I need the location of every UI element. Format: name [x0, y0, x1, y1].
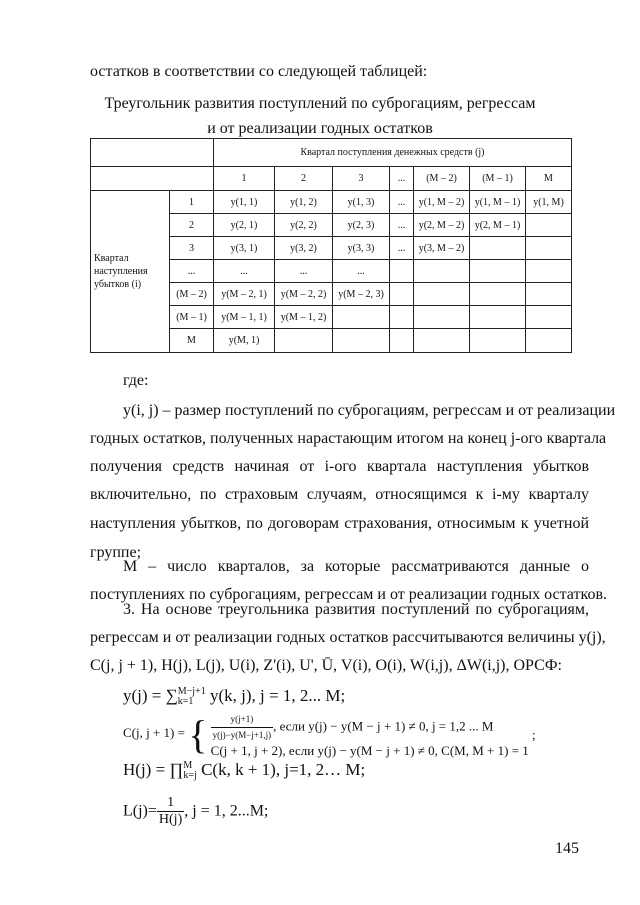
table-title-line1: Треугольник развития поступлений по суброгациям, регрессам — [104, 95, 536, 112]
def-y-line: группе; — [90, 544, 142, 561]
cell: ... — [390, 237, 414, 260]
cell: y(1, M) — [526, 191, 572, 214]
cell — [275, 329, 333, 353]
cell: ... — [390, 191, 414, 214]
cell — [333, 329, 390, 353]
col-label: 2 — [275, 167, 333, 191]
cell — [470, 306, 526, 329]
cell: y(1, 1) — [214, 191, 275, 214]
formula-l-rest: , j = 1, 2...M; — [184, 802, 269, 820]
formula-l-denominator: H(j) — [158, 812, 183, 827]
formula-c-lhs: C(j, j + 1) = — [123, 725, 185, 740]
cell — [470, 329, 526, 353]
cell: ... — [390, 214, 414, 237]
formula-c — [123, 712, 536, 758]
step3-line: 3. На основе треугольника развития поступлений по суброгациям, — [123, 601, 589, 618]
cell — [390, 260, 414, 283]
row-label: (M – 1) — [170, 306, 214, 329]
cell — [526, 237, 572, 260]
cell: y(3, M – 2) — [414, 237, 470, 260]
formula-l-lhs: L(j)= — [123, 802, 157, 820]
def-y-line: получения средств начиная от i-ого квартала наступления убытков — [90, 458, 589, 475]
cell: y(2, M – 1) — [470, 214, 526, 237]
cell: y(M – 2, 3) — [333, 283, 390, 306]
cell — [414, 283, 470, 306]
cell — [390, 329, 414, 353]
cell — [414, 306, 470, 329]
table-row — [91, 191, 572, 214]
table-corner-lower — [91, 167, 214, 191]
formula-y-lhs: y(j) = — [123, 686, 166, 705]
col-header: Квартал поступления денежных средств (j) — [214, 139, 572, 167]
formula-y — [123, 686, 345, 707]
def-y-line: включительно, по страховым случаям, относящимся к i-му кварталу — [90, 486, 589, 503]
formula-l — [123, 795, 268, 828]
cell: ... — [275, 260, 333, 283]
sum-upper-limit: M−j+1 — [177, 686, 206, 698]
cell — [470, 260, 526, 283]
row-label: (M – 2) — [170, 283, 214, 306]
cell — [526, 329, 572, 353]
col-label: 3 — [333, 167, 390, 191]
cell — [526, 214, 572, 237]
cell — [390, 306, 414, 329]
def-y-line: годных остатков, полученных нарастающим итогом на конец j-ого квартала — [90, 430, 607, 447]
cell — [470, 237, 526, 260]
col-label: (M – 2) — [414, 167, 470, 191]
cell — [526, 283, 572, 306]
cell: y(1, 3) — [333, 191, 390, 214]
row-label: 2 — [170, 214, 214, 237]
formula-h-rest: C(k, k + 1), j=1, 2… M; — [196, 760, 366, 779]
cell: ... — [333, 260, 390, 283]
product-upper-limit: M — [183, 760, 193, 772]
def-y-line: наступления убытков, по договорам страхования, относимым к учетной — [90, 515, 589, 532]
formula-h-lhs: H(j) = — [123, 760, 170, 779]
cell: y(M – 1, 1) — [214, 306, 275, 329]
col-label: (M – 1) — [470, 167, 526, 191]
row-label: 1 — [170, 191, 214, 214]
cell: y(3, 2) — [275, 237, 333, 260]
formula-l-numerator: 1 — [157, 795, 184, 812]
cell — [414, 329, 470, 353]
cell — [390, 283, 414, 306]
row-label: M — [170, 329, 214, 353]
cell — [333, 306, 390, 329]
formula-c-case1: , если y(j) − y(M − j + 1) ≠ 0, j = 1,2 ... M — [273, 718, 494, 734]
def-m-line: поступлениях по суброгациям, регрессам и от реализации годных остатков. — [90, 586, 607, 603]
col-label: 1 — [214, 167, 275, 191]
cell: y(1, M – 2) — [414, 191, 470, 214]
product-symbol: ∏ — [169, 760, 184, 779]
col-label: ... — [390, 167, 414, 191]
left-brace: { — [188, 712, 208, 757]
step3-line: регрессам и от реализации годных остатков рассчитываются величины y(j), — [90, 629, 606, 646]
table-title-line2: и от реализации годных остатков — [207, 120, 433, 137]
cell — [526, 260, 572, 283]
cell: y(2, 3) — [333, 214, 390, 237]
development-triangle-table — [90, 138, 572, 353]
formula-c-denominator: y(j)−y(M−j+1,j) — [212, 730, 272, 740]
cell: y(2, M – 2) — [414, 214, 470, 237]
page-number: 145 — [555, 840, 579, 857]
step3-line: C(j, j + 1), H(j), L(j), U(i), Z'(i), U', Ū, V(i), O(i), W(i,j), ΔW(i,j), ОРСФ: — [90, 657, 562, 674]
where-label: где: — [123, 372, 149, 389]
table-corner — [91, 139, 214, 167]
col-label: M — [526, 167, 572, 191]
cell: y(3, 3) — [333, 237, 390, 260]
cell: y(1, 2) — [275, 191, 333, 214]
row-label: ... — [170, 260, 214, 283]
intro-text: остатков в соответствии со следующей таблицей: — [90, 63, 428, 80]
cell — [470, 283, 526, 306]
sum-symbol: ∑ — [165, 686, 178, 705]
product-lower-limit: k=j — [183, 770, 197, 782]
def-y-line: y(i, j) – размер поступлений по суброгациям, регрессам и от реализации — [123, 402, 616, 419]
formula-c-numerator: y(j+1) — [211, 712, 273, 728]
formula-c-end: ; — [532, 727, 536, 742]
cell: y(3, 1) — [214, 237, 275, 260]
cell: y(2, 1) — [214, 214, 275, 237]
cell — [526, 306, 572, 329]
cell: y(M – 2, 2) — [275, 283, 333, 306]
formula-y-rest: y(k, j), j = 1, 2... M; — [205, 686, 346, 705]
row-header: Квартал наступления убытков (i) — [91, 191, 170, 353]
formula-h — [123, 760, 365, 781]
formula-c-case2: C(j + 1, j + 2), если y(j) − y(M − j + 1) ≠ 0, C(M, M + 1) = 1 — [210, 743, 529, 758]
row-label: 3 — [170, 237, 214, 260]
def-m-line: M – число кварталов, за которые рассматриваются данные о — [123, 558, 589, 575]
cell: ... — [214, 260, 275, 283]
cell — [414, 260, 470, 283]
cell: y(2, 2) — [275, 214, 333, 237]
cell: y(M, 1) — [214, 329, 275, 353]
sum-lower-limit: k=1 — [177, 696, 194, 708]
cell: y(M – 1, 2) — [275, 306, 333, 329]
cell: y(1, M – 1) — [470, 191, 526, 214]
cell: y(M – 2, 1) — [214, 283, 275, 306]
